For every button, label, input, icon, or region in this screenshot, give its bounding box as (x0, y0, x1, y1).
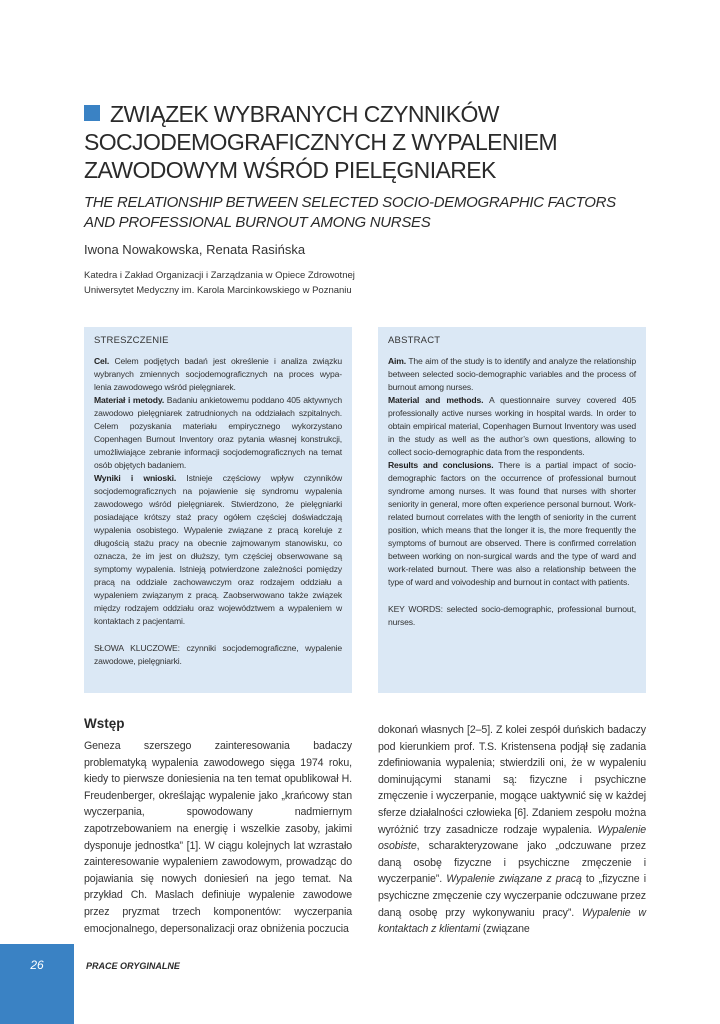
title-line-1: ZWIĄZEK WYBRANYCH CZYNNIKÓW (110, 101, 499, 127)
article-title (84, 100, 684, 184)
affiliation-line-2: Uniwersytet Medyczny im. Karola Marcinkowskiego w Poznaniu (84, 285, 352, 296)
intro-right-column (378, 722, 646, 938)
intro-right-italic-2: Wypalenie związane z pracą (446, 873, 582, 886)
results-label: Results and conclusions. (388, 460, 494, 470)
title-square-icon (84, 105, 100, 121)
title-line-2: SOCJODEMOGRAFICZNYCH Z WYPALENIEM (84, 129, 558, 155)
metody-label: Materiał i metody. (94, 395, 165, 405)
authors: Iwona Nowakowska, Renata Rasińska (84, 242, 306, 257)
footer-accent-bar (0, 944, 74, 1024)
methods-text: A questionnaire survey covered 405 professionally active nurses working in hospital wards. In order to obtain empirical material, Copenhagen Burnout Inventory was used in the study as well as the author’s own questions, allowing to collect socio-demographic data from the respondents. (388, 395, 636, 457)
cel-text: Celem podjętych badań jest określenie i analiza związku wybranych zmiennych socjodemograficznych na proces wypa- lenia zawodowego wśród pielęgniarek. (94, 356, 342, 392)
methods-label: Material and methods. (388, 395, 484, 405)
intro-right-italic-1: Wypalenie osobiste (378, 823, 646, 853)
intro-left-column: Geneza szerszego zainteresowania badaczy problematyką wypalenia zawodowego sięga 1974 roku, kiedy to pierwsze doniesienia na ten temat opublikował H. Freudenberger, określając wypalenie jako „krańcowy stan wyczerpania, spowodowany nadmiernym zapotrzebowaniem na energię i wszelkie zasoby, jakimi dysponuje jednostka” [1]. W ciągu kolejnych lat wzrastało zainteresowanie wypaleniem zawodowym, prowadząc do pojawiania się nowych doniesień na jego temat. Na przykład Ch. Maslach definiuje wypalenie zawodowe przez pryzmat trzech komponentów: wyczerpania emocjonalnego, depersonalizacji oraz obniżenia poczucia (84, 740, 352, 935)
abstract-polish (84, 327, 352, 693)
affiliation (84, 268, 355, 298)
journal-section-label: PRACE ORYGINALNE (86, 961, 180, 971)
intro-heading: Wstęp (84, 716, 125, 731)
affiliation-line-1: Katedra i Zakład Organizacji i Zarządzania w Opiece Zdrowotnej (84, 270, 355, 281)
abstract-english (378, 327, 646, 693)
aim-label: Aim. (388, 356, 407, 366)
cel-label: Cel. (94, 356, 110, 366)
english-title-line-2: AND PROFESSIONAL BURNOUT AMONG NURSES (84, 214, 431, 231)
intro-right-part-3: to „fizyczne i psychiczne zmęczenie czy wyczerpanie odczuwane przez daną osobę przy wykonywaniu pracy”. (378, 873, 646, 919)
intro-right-part-1: dokonań własnych [2–5]. Z kolei zespół duńskich badaczy pod kierunkiem prof. T.S. Kristensena podjął się zadania zdefiniowania wypalenia; stwierdzili oni, że w wypaleniu dominującymi stanami są: fizyczne i psychiczne zmęczenie i wyczerpanie, mogące uaktywnić się w każdej sferze działalności człowieka [6]. Zdaniem zespołu można wyróżnić trzy zasadnicze rodzaje wypalenia. (378, 724, 646, 836)
intro-right-italic-3: Wypalenie w kontaktach z klientami (378, 906, 646, 936)
intro-right-part-4: (związane (480, 923, 530, 936)
abstract-english-heading: ABSTRACT (388, 335, 441, 346)
english-title-line-1: THE RELATIONSHIP BETWEEN SELECTED SOCIO-DEMOGRAPHIC FACTORS (84, 194, 616, 211)
abstract-english-keywords: KEY WORDS: selected socio-demographic, professional burnout, nurses. (388, 604, 636, 627)
results-text: There is a partial impact of socio-demographic factors on the occurrence of professional burnout syndrome among nurses. It was found that nurses with shorter seniority in general, more often experience personal burnout. Work-related burnout correlates with the length of seniority in the current position, which means that the longer it is, the more frequently the symptoms of burnout are observed. There is confirmed correlation between working on non-surgical wards and the type of ward and work-related burnout. There was also a relationship between the type of ward and voivodeship and burnout in contact with patients. (388, 460, 636, 587)
wyniki-label: Wyniki i wnioski. (94, 473, 177, 483)
aim-text: The aim of the study is to identify and analyze the relationship between selected socio-demographic variables and the process of burnout among nurses. (388, 356, 636, 392)
abstract-english-text (388, 355, 636, 589)
wyniki-text: Istnieje częściowy wpływ czynników socjodemograficznych na pojawienie się syndromu wypalenia zawodowego wśród pielęgniarek. Stwierdzono, że pielęgniarki posiadające krótszy staż pracy ogółem częściej doświadczają wypalenia osobistego. Wypalenie związane z pracą koreluje z długością stażu pracy na obecnie zajmowanym stanowisku, co oznacza, że im jest on dłuższy, tym częściej obserwowane są symptomy wypalenia. Istnieją potwierdzone zależności pomiędzy pracą na oddziale zachowawczym oraz rodzajem oddziału a wypaleniem związanym z pracą. Zaobserwowano także związek między rodzajem oddziału oraz województwem a wypaleniem w kontaktach z pacjentami. (94, 473, 343, 626)
page-number: 26 (30, 958, 44, 972)
abstract-polish-heading: STRESZCZENIE (94, 335, 169, 346)
abstract-polish-keywords: SŁOWA KLUCZOWE: czynniki socjodemograficzne, wypalenie zawodowe, pielęgniarki. (94, 643, 342, 666)
title-line-3: ZAWODOWYM WŚRÓD PIELĘGNIAREK (84, 157, 496, 183)
intro-right-part-2: , scharakteryzowane jako „odczuwane przez daną osobę fizyczne i psychiczne zmęczenie i wyczerpanie”. (378, 840, 646, 886)
metody-text: Badaniu ankietowemu poddano 405 aktywnych zawodowo pielęgniarek zatrudnionych na oddziałach szpitalnych. Celem pozyskania materiału empirycznego wykorzystano Copenhagen Burnout Inventory oraz pytania własnej konstrukcji, umożliwiające zebranie informacji socjodemograficznych na temat osób objętych badaniem. (94, 395, 342, 470)
abstract-polish-text (94, 355, 342, 628)
english-title (84, 193, 684, 233)
